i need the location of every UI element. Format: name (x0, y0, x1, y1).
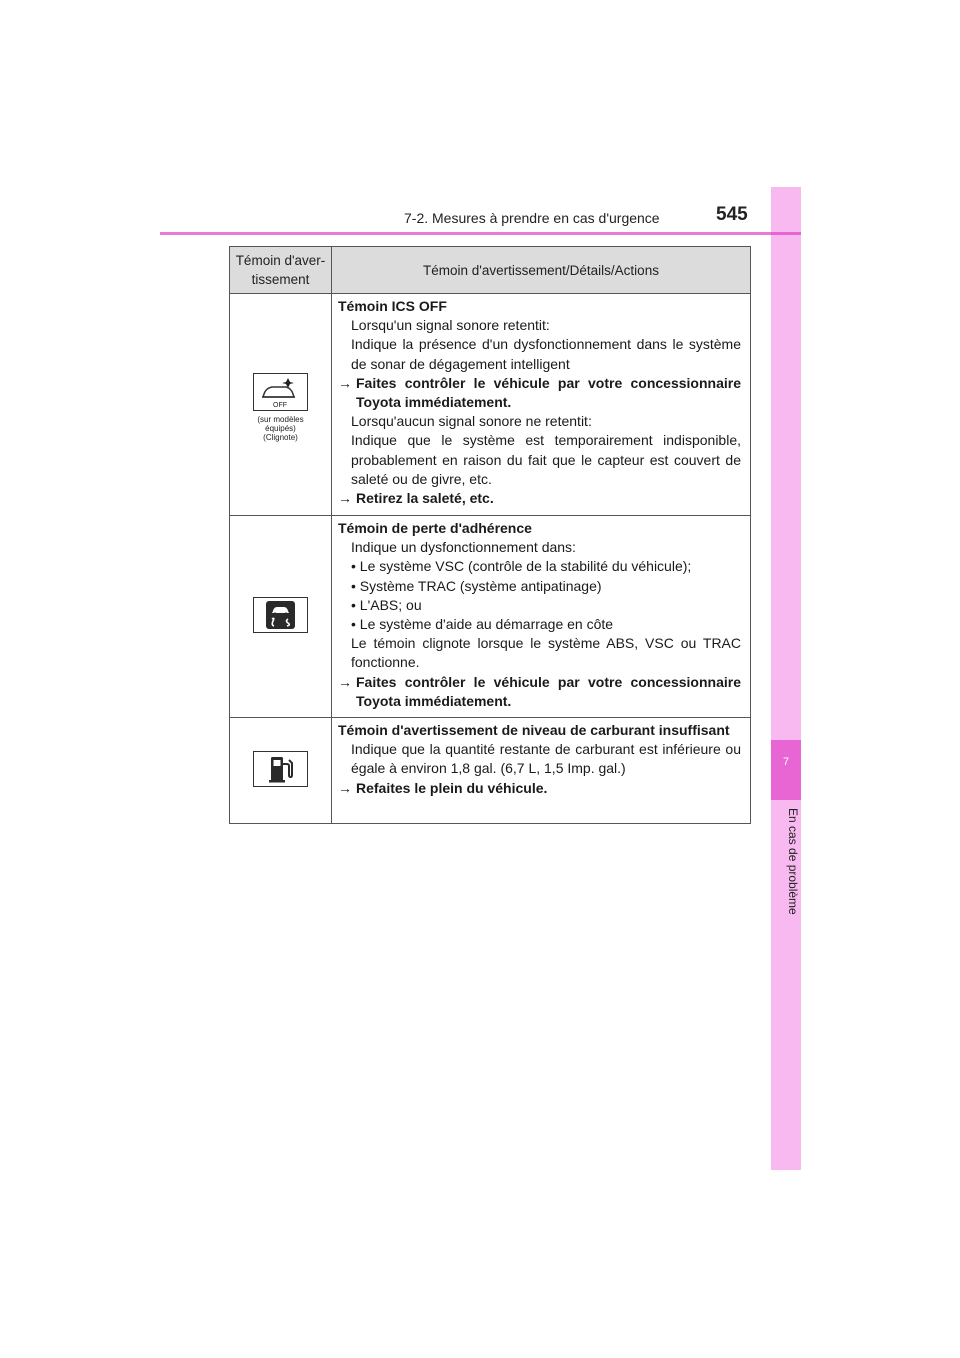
condition-text: Lorsqu'aucun signal sonore ne retentit: (351, 413, 592, 430)
chapter-title: En cas de problème (786, 808, 800, 915)
ics-off-icon (253, 373, 308, 411)
details-cell (332, 294, 751, 516)
warning-lights-table (229, 246, 751, 824)
list-item: • L'ABS; ou (351, 596, 422, 613)
slip-indicator-icon (253, 597, 308, 633)
light-title: Témoin de perte d'adhérence (338, 520, 532, 536)
chapter-side-tab (771, 187, 801, 1170)
list-item: • Le système d'aide au démarrage en côte (351, 616, 614, 633)
description-text: Indique la présence d'un dysfonctionnement dans le système de sonar de dégagement intelligent (351, 336, 741, 372)
description-text: Le témoin clignote lorsque le système ABS, VSC ou TRAC fonctionne. (351, 635, 741, 671)
details-cell (332, 516, 751, 718)
table-row (230, 516, 751, 718)
icon-cell (230, 294, 332, 516)
light-title: Témoin ICS OFF (338, 298, 447, 314)
section-title: 7-2. Mesures à prendre en cas d'urgence (404, 210, 660, 226)
chapter-marker (771, 740, 801, 800)
icon-cell (230, 718, 332, 824)
action-text: → Faites contrôler le véhicule par votre concessionnaire Toyota immédiatement. (338, 374, 741, 411)
description-text: Indique que la quantité restante de carburant est inférieure ou égale à environ 1,8 gal. (6,7 L, 1,5 Imp. gal.) (351, 741, 741, 777)
table-header-row (230, 247, 751, 294)
icon-cell (230, 516, 332, 718)
fuel-pump-icon (253, 751, 308, 787)
list-item: • Système TRAC (système antipatinage) (351, 577, 602, 594)
action-text: → Faites contrôler le véhicule par votre concessionnaire Toyota immédiatement. (338, 673, 741, 709)
description-text: Indique un dysfonctionnement dans: (351, 539, 576, 556)
light-title: Témoin d'avertissement de niveau de carburant insuffisant (338, 722, 730, 738)
header-divider (160, 232, 801, 235)
icon-note: (sur modèles équipés) (Clignote) (257, 415, 304, 442)
action-text: → Refaites le plein du véhicule. (338, 779, 548, 796)
chapter-number: 7 (782, 756, 790, 768)
column-header-warning-light: Témoin d'aver- tissement (230, 247, 332, 294)
header-divider-accent (771, 232, 801, 235)
table-row (230, 718, 751, 824)
description-text: Indique que le système est temporairement indisponible, probablement en raison du fait que le capteur est couvert de saleté ou de givre, etc. (351, 432, 741, 487)
page-number: 545 (716, 204, 748, 225)
svg-text:OFF: OFF (273, 402, 287, 409)
condition-text: Lorsqu'un signal sonore retentit: (351, 317, 550, 334)
action-text: → Retirez la saleté, etc. (338, 490, 494, 507)
details-cell (332, 718, 751, 824)
table-row (230, 294, 751, 516)
column-header-details: Témoin d'avertissement/Détails/Actions (332, 247, 751, 294)
list-item: • Le système VSC (contrôle de la stabilité du véhicule); (351, 558, 692, 575)
